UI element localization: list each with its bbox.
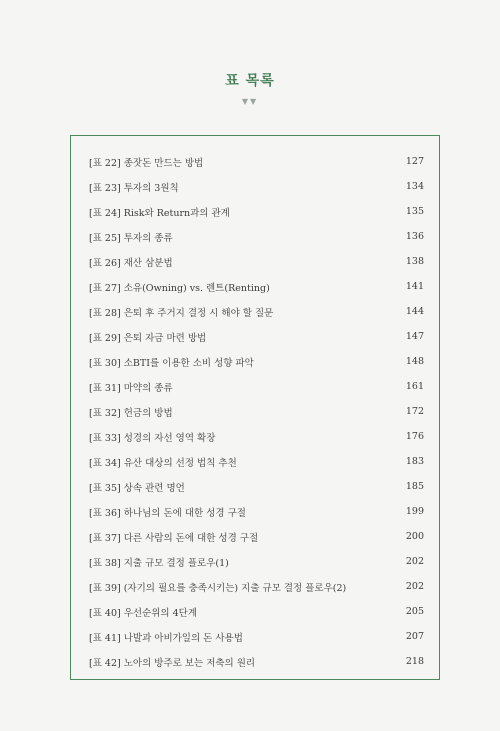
toc-entry-page-number: 135 (405, 206, 424, 217)
toc-entry-label: [표 37] 다른 사람의 돈에 대한 성경 구절 (89, 532, 259, 544)
toc-entry[interactable] (89, 249, 424, 274)
toc-entry-page-number: 200 (405, 531, 424, 542)
toc-entry[interactable] (89, 649, 424, 674)
toc-entry[interactable] (89, 499, 424, 524)
toc-entry[interactable] (89, 274, 424, 299)
toc-entry-label: [표 26] 재산 삼분법 (89, 257, 173, 269)
toc-entry-label: [표 29] 은퇴 자금 마련 방법 (89, 332, 207, 344)
table-of-contents-box (70, 135, 440, 680)
toc-entry-page-number: 199 (405, 506, 424, 517)
toc-entry[interactable] (89, 174, 424, 199)
toc-entry[interactable] (89, 424, 424, 449)
toc-entry[interactable] (89, 599, 424, 624)
toc-entry-page-number: 176 (405, 431, 424, 442)
toc-entry-page-number: 138 (405, 256, 424, 267)
toc-entry[interactable] (89, 349, 424, 374)
toc-entry-page-number: 202 (405, 556, 424, 567)
toc-entry-label: [표 23] 투자의 3원칙 (89, 182, 179, 194)
toc-entry[interactable] (89, 374, 424, 399)
page-title: 표 목록 (225, 73, 275, 89)
toc-list (89, 149, 424, 674)
toc-entry[interactable] (89, 149, 424, 174)
toc-entry-label: [표 31] 마약의 종류 (89, 382, 173, 394)
toc-entry-label: [표 34] 유산 대상의 선정 법칙 추천 (89, 457, 237, 469)
toc-entry[interactable] (89, 224, 424, 249)
toc-entry-page-number: 218 (405, 656, 424, 667)
toc-entry-label: [표 39] (자기의 필요를 충족시키는) 지출 규모 결정 플로우(2) (89, 582, 347, 594)
toc-entry-label: [표 38] 지출 규모 결정 플로우(1) (89, 557, 229, 569)
toc-entry-label: [표 24] Risk와 Return과의 관계 (89, 207, 230, 219)
toc-entry[interactable] (89, 199, 424, 224)
toc-entry-page-number: 127 (405, 156, 424, 167)
toc-entry-label: [표 27] 소유(Owning) vs. 렌트(Renting) (89, 282, 270, 294)
toc-entry-label: [표 32] 헌금의 방법 (89, 407, 173, 419)
toc-entry-page-number: 148 (405, 356, 424, 367)
toc-entry-label: [표 33] 성경의 자선 영역 확장 (89, 432, 216, 444)
toc-entry-label: [표 42] 노아의 방주로 보는 저축의 원리 (89, 657, 256, 669)
toc-entry-page-number: 136 (405, 231, 424, 242)
toc-entry[interactable] (89, 474, 424, 499)
toc-entry-label: [표 22] 종잣돈 만드는 방법 (89, 157, 204, 169)
toc-entry[interactable] (89, 624, 424, 649)
toc-entry-label: [표 25] 투자의 종류 (89, 232, 173, 244)
toc-entry[interactable] (89, 574, 424, 599)
toc-entry-label: [표 35] 상속 관련 명언 (89, 482, 185, 494)
toc-entry[interactable] (89, 524, 424, 549)
toc-entry[interactable] (89, 324, 424, 349)
toc-entry-page-number: 147 (405, 331, 424, 342)
toc-entry-label: [표 30] 소BTI를 이용한 소비 성향 파악 (89, 357, 254, 369)
toc-entry[interactable] (89, 449, 424, 474)
toc-entry[interactable] (89, 299, 424, 324)
toc-entry-label: [표 36] 하나님의 돈에 대한 성경 구절 (89, 507, 246, 519)
toc-entry-page-number: 172 (405, 406, 424, 417)
toc-entry-label: [표 28] 은퇴 후 주거지 결정 시 해야 할 질문 (89, 307, 274, 319)
toc-entry-label: [표 41] 나발과 아비가일의 돈 사용법 (89, 632, 243, 644)
toc-entry-page-number: 141 (405, 281, 424, 292)
toc-entry-page-number: 161 (405, 381, 424, 392)
toc-entry[interactable] (89, 399, 424, 424)
toc-entry[interactable] (89, 549, 424, 574)
toc-entry-label: [표 40] 우선순위의 4단계 (89, 607, 198, 619)
toc-entry-page-number: 205 (405, 606, 424, 617)
toc-entry-page-number: 134 (405, 181, 424, 192)
toc-entry-page-number: 185 (405, 481, 424, 492)
toc-entry-page-number: 183 (405, 456, 424, 467)
toc-entry-page-number: 207 (405, 631, 424, 642)
toc-entry-page-number: 202 (405, 581, 424, 592)
toc-entry-page-number: 144 (405, 306, 424, 317)
down-arrows-icon: ▼▼ (241, 97, 259, 106)
